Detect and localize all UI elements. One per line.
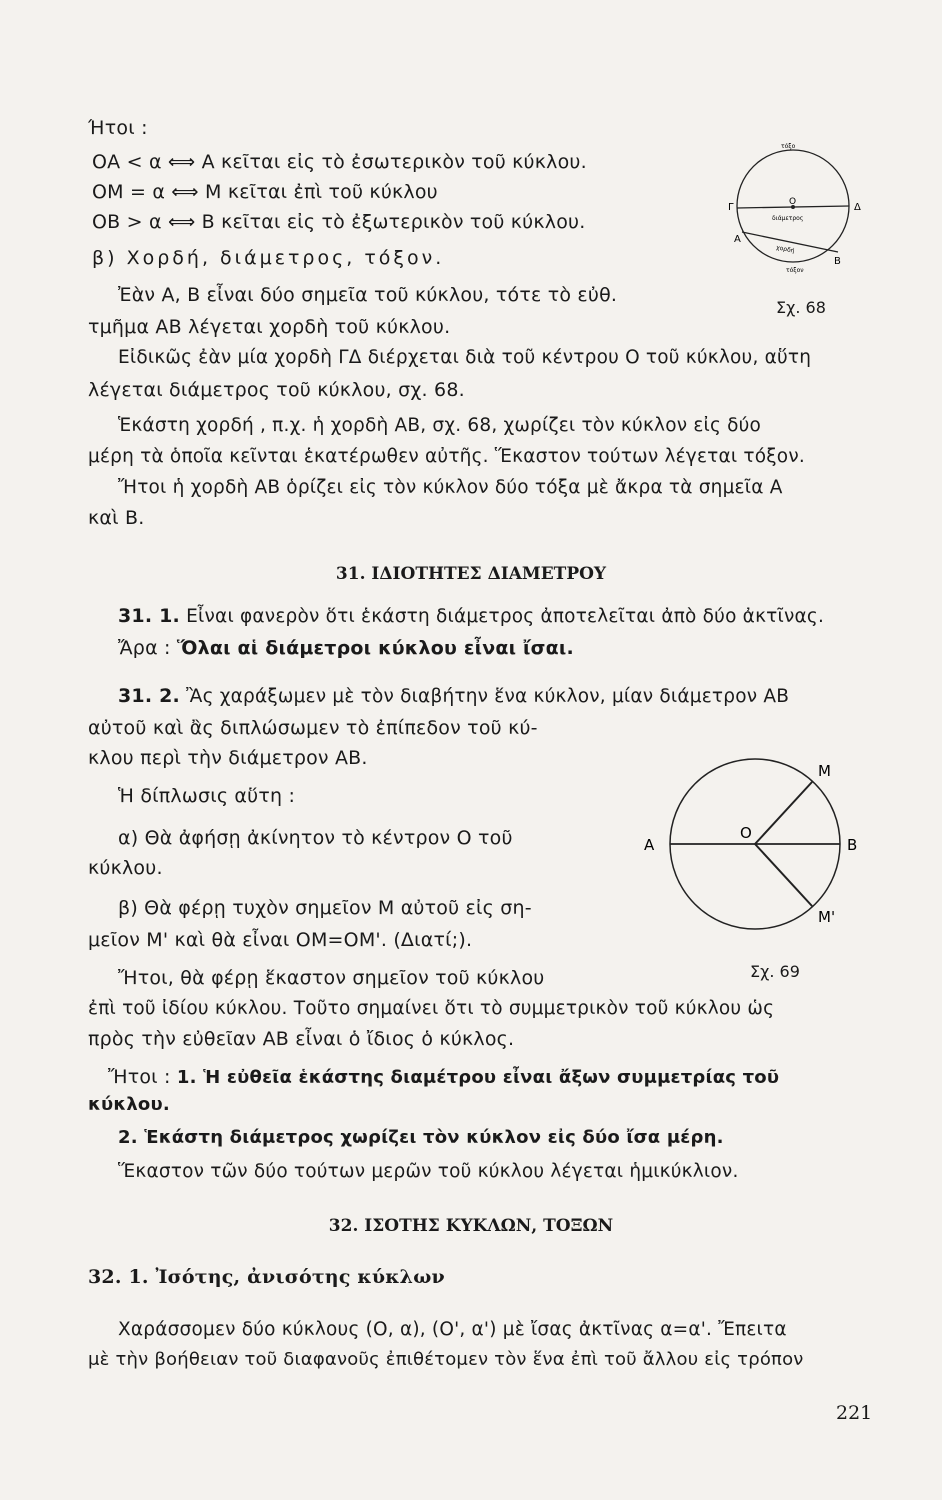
subsection-title: β) Χορδή, διάμετρος, τόξον. (92, 247, 445, 269)
figure-69 (640, 756, 870, 946)
label-alpha: Α (734, 234, 741, 245)
figure-68-caption: Σχ. 68 (776, 298, 826, 317)
text-line: Ἤτοι ἡ χορδὴ ΑΒ ὁρίζει εἰς τὸν κύκλον δύο τόξα μὲ ἄκρα τὰ σημεῖα Α (118, 477, 783, 498)
label-delta: Δ (854, 202, 861, 213)
text-line: τμῆμα ΑΒ λέγεται χορδὴ τοῦ κύκλου. (88, 316, 451, 338)
text-line: ΟΒ > α ⟺ Β κεῖται εἰς τὸ ἐξωτερικὸν τοῦ κύκλου. (92, 211, 586, 233)
bold-statement: 2. Ἑκάστη διάμετρος χωρίζει τὸν κύκλον εἰς δύο ἴσα μέρη. (118, 1127, 724, 1148)
text-line: μέρη τὰ ὁποῖα κεῖνται ἑκατέρωθεν αὐτῆς. Ἕκαστον τούτων λέγεται τόξον. (88, 446, 805, 467)
text-line: λέγεται διάμετρος τοῦ κύκλου, σχ. 68. (88, 379, 465, 401)
bold-statement: Ὅλαι αἱ διάμετροι κύκλου εἶναι ἴσαι. (176, 637, 574, 659)
text-line: Ἐὰν Α, Β εἶναι δύο σημεῖα τοῦ κύκλου, τότε τὸ εὐθ. (118, 284, 618, 306)
text-line: β) Θὰ φέρῃ τυχὸν σημεῖον Μ αὐτοῦ εἰς ση- (118, 897, 532, 919)
text-line: ΟΑ < α ⟺ Α κεῖται εἰς τὸ ἐσωτερικὸν τοῦ κύκλου. (92, 151, 587, 173)
text-line (118, 684, 789, 709)
text-line: μὲ τὴν βοήθειαν τοῦ διαφανοῦς ἐπιθέτομεν τὸν ἕνα ἐπὶ τοῦ ἄλλου εἰς τρόπον (88, 1349, 804, 1370)
text-line: πρὸς τὴν εὐθεῖαν ΑΒ εἶναι ὁ ἴδιος ὁ κύκλος. (88, 1028, 515, 1050)
text-line: καὶ Β. (88, 507, 145, 529)
text-line: Ἤτοι, θὰ φέρῃ ἕκαστον σημεῖον τοῦ κύκλου (118, 967, 545, 989)
label-o: Ο (740, 824, 752, 842)
lead-word: Ἤτοι : (108, 1066, 171, 1088)
section-heading-31: 31. ΙΔΙΟΤΗΤΕΣ ΔΙΑΜΕΤΡΟΥ (335, 564, 607, 584)
item-text: Ἂς χαράξωμεν μὲ τὸν διαβήτην ἕνα κύκλον, μίαν διάμετρον ΑΒ (186, 686, 790, 707)
item-number: 31. 1. (118, 605, 180, 627)
text-line: κύκλου. (88, 857, 163, 879)
label-gamma: Γ (728, 202, 734, 213)
label-m: Μ (818, 762, 831, 780)
label-a: Α (644, 836, 655, 854)
text-line: μεῖον Μ' καὶ θὰ εἶναι ΟΜ=ΟΜ'. (Διατί;). (88, 929, 473, 951)
label-arc-bottom: τόξον (786, 267, 804, 274)
label-chord: χορδή (775, 244, 796, 255)
section-heading-32: 32. ΙΣΟΤΗΣ ΚΥΚΛΩΝ, ΤΟΞΩΝ (328, 1216, 614, 1236)
text-line: Ήτοι : (88, 117, 148, 139)
text-line: α) Θὰ ἀφήσῃ ἀκίνητον τὸ κέντρον Ο τοῦ (118, 827, 513, 849)
label-m-prime: Μ' (818, 908, 836, 926)
text-line (118, 604, 824, 629)
lead-word: Ἄρα : (118, 637, 171, 659)
label-arc-top: τόξο (781, 143, 796, 150)
bold-statement: 1. Ἡ εὐθεῖα ἑκάστης διαμέτρου εἶναι ἄξων συμμετρίας τοῦ (176, 1067, 780, 1088)
radius-om (755, 782, 812, 844)
text-line: Ἑκάστη χορδή , π.χ. ἡ χορδὴ ΑΒ, σχ. 68, χωρίζει τὸν κύκλον εἰς δύο (118, 415, 762, 436)
radius-om-prime (755, 844, 812, 906)
text-line: Ἡ δίπλωσις αὕτη : (118, 785, 296, 807)
item-text: Εἶναι φανερὸν ὅτι ἑκάστη διάμετρος ἀποτελεῖται ἀπὸ δύο ἀκτῖνας. (186, 606, 825, 627)
text-line: Ἕκαστον τῶν δύο τούτων μερῶν τοῦ κύκλου λέγεται ἡμικύκλιον. (118, 1161, 739, 1182)
text-line: Εἰδικῶς ἐὰν μία χορδὴ ΓΔ διέρχεται διὰ τοῦ κέντρου Ο τοῦ κύκλου, αὕτη (118, 347, 812, 368)
text-line (118, 636, 574, 660)
subsection-title: 32. 1. Ἰσότης, ἀνισότης κύκλων (88, 1266, 445, 1288)
label-center: Ο (789, 197, 797, 207)
figure-68 (726, 136, 876, 286)
text-line: κλου περὶ τὴν διάμετρον ΑΒ. (88, 747, 368, 769)
text-line: ΟΜ = α ⟺ Μ κεῖται ἐπὶ τοῦ κύκλου (92, 181, 438, 203)
text-line: Χαράσσομεν δύο κύκλους (Ο, α), (Ο', α') μὲ ἴσας ἀκτῖνας α=α'. Ἔπειτα (118, 1319, 787, 1340)
text-line: ἐπὶ τοῦ ἰδίου κύκλου. Τοῦτο σημαίνει ὅτι τὸ συμμετρικὸν τοῦ κύκλου ὡς (88, 998, 775, 1019)
bold-statement: κύκλου. (88, 1094, 170, 1115)
text-line (108, 1065, 779, 1090)
label-diameter: διάμετρος (772, 215, 804, 222)
figure-69-caption: Σχ. 69 (750, 962, 800, 981)
label-b: Β (847, 836, 858, 854)
label-beta: Β (834, 256, 841, 267)
text-line: αὐτοῦ καὶ ἂς διπλώσωμεν τὸ ἐπίπεδον τοῦ κύ- (88, 717, 538, 739)
item-number: 31. 2. (118, 685, 180, 707)
page-number: 221 (836, 1402, 873, 1424)
